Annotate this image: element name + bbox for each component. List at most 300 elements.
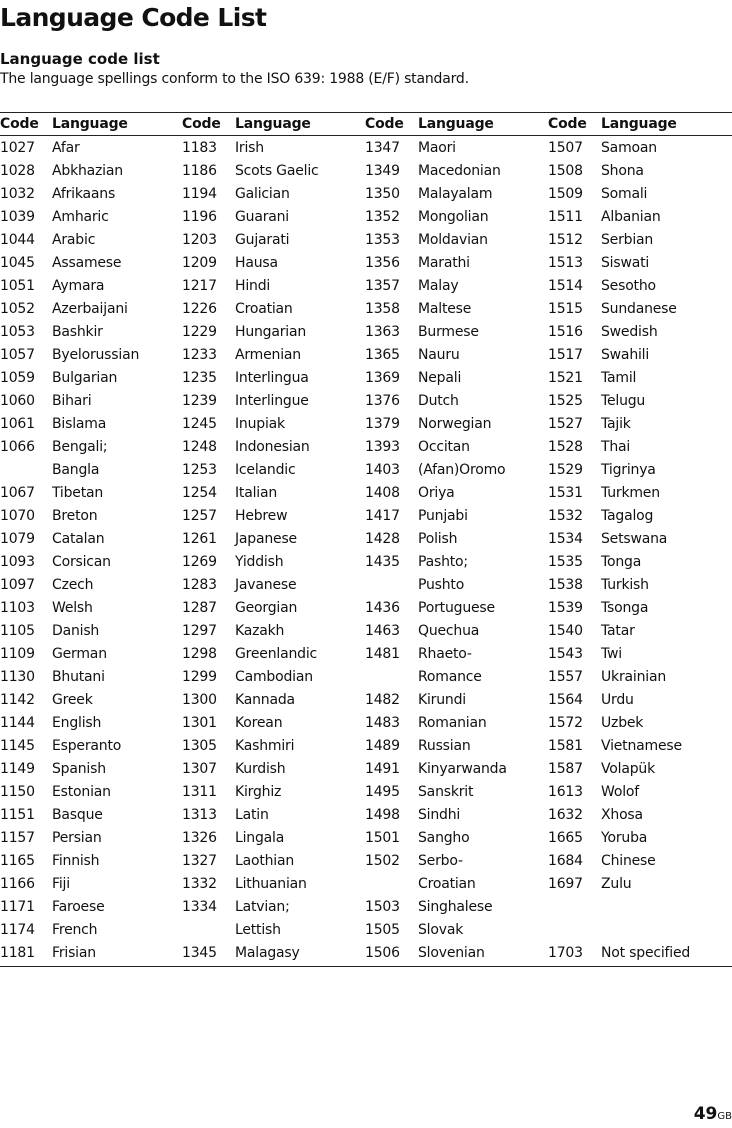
language-cell: Urdu — [601, 691, 634, 708]
code-cell: 1376 — [365, 392, 400, 409]
language-cell: English — [52, 714, 102, 731]
code-cell: 1665 — [548, 829, 583, 846]
table-row — [0, 849, 732, 872]
table-row — [0, 228, 732, 251]
language-cell: Lettish — [235, 921, 281, 938]
language-cell: Tatar — [601, 622, 635, 639]
code-cell: 1283 — [182, 576, 217, 593]
code-cell: 1183 — [182, 139, 217, 156]
language-cell: Singhalese — [418, 898, 493, 915]
table-row — [0, 734, 732, 757]
code-cell: 1299 — [182, 668, 217, 685]
language-cell: Uzbek — [601, 714, 644, 731]
language-cell: Setswana — [601, 530, 668, 547]
code-cell: 1513 — [548, 254, 583, 271]
language-cell: French — [52, 921, 98, 938]
table-row — [0, 780, 732, 803]
page-number-suffix: GB — [717, 1111, 732, 1122]
table-row — [0, 251, 732, 274]
code-cell: 1298 — [182, 645, 217, 662]
code-cell: 1483 — [365, 714, 400, 731]
code-cell: 1097 — [0, 576, 35, 593]
code-cell: 1053 — [0, 323, 35, 340]
code-cell: 1491 — [365, 760, 400, 777]
language-cell: Nauru — [418, 346, 460, 363]
language-cell: Greenlandic — [235, 645, 318, 662]
code-cell: 1226 — [182, 300, 217, 317]
language-cell: Siswati — [601, 254, 650, 271]
code-cell: 1257 — [182, 507, 217, 524]
language-cell: Albanian — [601, 208, 661, 225]
code-cell: 1203 — [182, 231, 217, 248]
language-cell: Interlingua — [235, 369, 309, 386]
language-cell: Marathi — [418, 254, 470, 271]
code-cell: 1534 — [548, 530, 583, 547]
language-cell: (Afan)Oromo — [418, 461, 506, 478]
column-header-language: Language — [418, 116, 494, 132]
language-cell: Bhutani — [52, 668, 105, 685]
table-row — [0, 895, 732, 918]
language-cell: Tagalog — [601, 507, 654, 524]
code-cell: 1572 — [548, 714, 583, 731]
code-cell: 1538 — [548, 576, 583, 593]
language-cell: Estonian — [52, 783, 111, 800]
code-cell: 1435 — [365, 553, 400, 570]
code-cell: 1489 — [365, 737, 400, 754]
table-row — [0, 642, 732, 665]
language-cell: Tamil — [601, 369, 637, 386]
code-cell: 1463 — [365, 622, 400, 639]
language-cell: Mongolian — [418, 208, 489, 225]
language-cell: Sanskrit — [418, 783, 474, 800]
code-cell: 1527 — [548, 415, 583, 432]
code-cell: 1060 — [0, 392, 35, 409]
code-cell: 1356 — [365, 254, 400, 271]
language-cell: Fiji — [52, 875, 70, 892]
code-cell: 1145 — [0, 737, 35, 754]
code-cell: 1045 — [0, 254, 35, 271]
language-cell: Bangla — [52, 461, 100, 478]
language-cell: Tajik — [601, 415, 631, 432]
table-row — [0, 136, 732, 159]
code-cell: 1217 — [182, 277, 217, 294]
code-cell: 1327 — [182, 852, 217, 869]
language-cell: Scots Gaelic — [235, 162, 319, 179]
language-cell: Hebrew — [235, 507, 288, 524]
language-cell: Azerbaijani — [52, 300, 128, 317]
language-cell: Malay — [418, 277, 459, 294]
language-cell: Interlingue — [235, 392, 309, 409]
code-cell: 1528 — [548, 438, 583, 455]
language-cell: Pashto; — [418, 553, 468, 570]
language-cell: Pushto — [418, 576, 465, 593]
language-code-table — [0, 112, 732, 967]
column-header-language: Language — [235, 116, 311, 132]
code-cell: 1142 — [0, 691, 35, 708]
table-row — [0, 205, 732, 228]
language-cell: Swedish — [601, 323, 658, 340]
language-cell: Danish — [52, 622, 100, 639]
language-cell: Armenian — [235, 346, 301, 363]
language-cell: Italian — [235, 484, 278, 501]
code-cell: 1334 — [182, 898, 217, 915]
language-cell: Cambodian — [235, 668, 313, 685]
language-cell: Turkish — [601, 576, 649, 593]
language-cell: Bulgarian — [52, 369, 118, 386]
code-cell: 1521 — [548, 369, 583, 386]
code-cell: 1516 — [548, 323, 583, 340]
code-cell: 1349 — [365, 162, 400, 179]
code-cell: 1529 — [548, 461, 583, 478]
language-cell: Rhaeto- — [418, 645, 472, 662]
language-cell: Sesotho — [601, 277, 656, 294]
language-cell: Polish — [418, 530, 458, 547]
language-cell: Czech — [52, 576, 94, 593]
code-cell: 1057 — [0, 346, 35, 363]
table-row — [0, 872, 732, 895]
code-cell: 1150 — [0, 783, 35, 800]
language-cell: German — [52, 645, 107, 662]
code-cell: 1061 — [0, 415, 35, 432]
code-cell: 1079 — [0, 530, 35, 547]
code-cell: 1357 — [365, 277, 400, 294]
language-cell: Latin — [235, 806, 269, 823]
language-cell: Bihari — [52, 392, 92, 409]
table-body — [0, 136, 732, 964]
code-cell: 1066 — [0, 438, 35, 455]
table-row — [0, 711, 732, 734]
code-cell: 1369 — [365, 369, 400, 386]
code-cell: 1105 — [0, 622, 35, 639]
code-cell: 1511 — [548, 208, 583, 225]
code-cell: 1051 — [0, 277, 35, 294]
code-cell: 1287 — [182, 599, 217, 616]
table-row — [0, 619, 732, 642]
language-cell: Burmese — [418, 323, 479, 340]
language-cell: Corsican — [52, 553, 111, 570]
language-cell: Samoan — [601, 139, 657, 156]
language-cell: Kinyarwanda — [418, 760, 507, 777]
table-row — [0, 550, 732, 573]
code-cell: 1254 — [182, 484, 217, 501]
table-row — [0, 320, 732, 343]
language-cell: Bashkir — [52, 323, 103, 340]
code-cell: 1174 — [0, 921, 35, 938]
language-cell: Maltese — [418, 300, 472, 317]
page-number-value: 49 — [693, 1104, 718, 1124]
code-cell: 1028 — [0, 162, 35, 179]
code-cell: 1564 — [548, 691, 583, 708]
code-cell: 1506 — [365, 944, 400, 961]
language-cell: Tonga — [601, 553, 642, 570]
code-cell: 1543 — [548, 645, 583, 662]
language-cell: Lingala — [235, 829, 285, 846]
language-cell: Kazakh — [235, 622, 285, 639]
language-cell: Assamese — [52, 254, 122, 271]
language-cell: Javanese — [235, 576, 297, 593]
language-cell: Quechua — [418, 622, 480, 639]
code-cell: 1093 — [0, 553, 35, 570]
code-cell: 1517 — [548, 346, 583, 363]
code-cell: 1245 — [182, 415, 217, 432]
code-cell: 1307 — [182, 760, 217, 777]
table-row — [0, 343, 732, 366]
language-cell: Swahili — [601, 346, 650, 363]
code-cell: 1151 — [0, 806, 35, 823]
table-row — [0, 412, 732, 435]
code-cell: 1311 — [182, 783, 217, 800]
page-number — [694, 1103, 732, 1128]
language-cell: Norwegian — [418, 415, 492, 432]
language-cell: Afar — [52, 139, 80, 156]
code-cell: 1313 — [182, 806, 217, 823]
table-row — [0, 757, 732, 780]
code-cell: 1032 — [0, 185, 35, 202]
column-header-code: Code — [0, 116, 39, 132]
language-cell: Romanian — [418, 714, 487, 731]
code-cell: 1353 — [365, 231, 400, 248]
code-cell: 1332 — [182, 875, 217, 892]
language-cell: Greek — [52, 691, 93, 708]
code-cell: 1505 — [365, 921, 400, 938]
code-cell: 1181 — [0, 944, 35, 961]
code-cell: 1379 — [365, 415, 400, 432]
language-cell: Bislama — [52, 415, 107, 432]
language-cell: Wolof — [601, 783, 639, 800]
column-header-code: Code — [365, 116, 404, 132]
code-cell: 1581 — [548, 737, 583, 754]
code-cell: 1408 — [365, 484, 400, 501]
language-cell: Dutch — [418, 392, 459, 409]
language-cell: Slovenian — [418, 944, 485, 961]
language-cell: Serbian — [601, 231, 654, 248]
language-cell: Russian — [418, 737, 471, 754]
language-cell: Hungarian — [235, 323, 307, 340]
language-cell: Faroese — [52, 898, 105, 915]
code-cell: 1515 — [548, 300, 583, 317]
language-cell: Shona — [601, 162, 644, 179]
code-cell: 1482 — [365, 691, 400, 708]
code-cell: 1239 — [182, 392, 217, 409]
language-cell: Bengali; — [52, 438, 108, 455]
code-cell: 1109 — [0, 645, 35, 662]
code-cell: 1525 — [548, 392, 583, 409]
table-row — [0, 481, 732, 504]
language-cell: Basque — [52, 806, 103, 823]
table-row — [0, 389, 732, 412]
code-cell: 1481 — [365, 645, 400, 662]
code-cell: 1229 — [182, 323, 217, 340]
code-cell: 1393 — [365, 438, 400, 455]
table-row — [0, 297, 732, 320]
table-row — [0, 504, 732, 527]
language-cell: Aymara — [52, 277, 105, 294]
language-cell: Vietnamese — [601, 737, 682, 754]
language-cell: Kannada — [235, 691, 295, 708]
code-cell: 1235 — [182, 369, 217, 386]
language-cell: Sindhi — [418, 806, 461, 823]
code-cell: 1697 — [548, 875, 583, 892]
code-cell: 1027 — [0, 139, 35, 156]
table-row — [0, 941, 732, 964]
table-row — [0, 918, 732, 941]
code-cell: 1233 — [182, 346, 217, 363]
table-row — [0, 366, 732, 389]
code-cell: 1171 — [0, 898, 35, 915]
language-cell: Indonesian — [235, 438, 310, 455]
language-cell: Spanish — [52, 760, 106, 777]
language-cell: Kashmiri — [235, 737, 295, 754]
code-cell: 1253 — [182, 461, 217, 478]
code-cell: 1501 — [365, 829, 400, 846]
section-subtitle: Language code list — [0, 50, 160, 68]
language-cell: Inupiak — [235, 415, 285, 432]
code-cell: 1632 — [548, 806, 583, 823]
language-cell: Ukrainian — [601, 668, 666, 685]
code-cell: 1514 — [548, 277, 583, 294]
language-cell: Tibetan — [52, 484, 104, 501]
standard-description: The language spellings conform to the ISO 639: 1988 (E/F) standard. — [0, 71, 469, 87]
language-cell: Abkhazian — [52, 162, 123, 179]
code-cell: 1059 — [0, 369, 35, 386]
code-cell: 1613 — [548, 783, 583, 800]
code-cell: 1535 — [548, 553, 583, 570]
code-cell: 1502 — [365, 852, 400, 869]
code-cell: 1403 — [365, 461, 400, 478]
table-row — [0, 458, 732, 481]
language-cell: Portuguese — [418, 599, 495, 616]
language-cell: Georgian — [235, 599, 298, 616]
code-cell: 1345 — [182, 944, 217, 961]
code-cell: 1130 — [0, 668, 35, 685]
language-cell: Esperanto — [52, 737, 122, 754]
code-cell: 1052 — [0, 300, 35, 317]
language-cell: Latvian; — [235, 898, 290, 915]
language-cell: Yiddish — [235, 553, 284, 570]
language-cell: Laothian — [235, 852, 295, 869]
language-cell: Gujarati — [235, 231, 290, 248]
code-cell: 1512 — [548, 231, 583, 248]
table-row — [0, 826, 732, 849]
language-cell: Sangho — [418, 829, 470, 846]
language-cell: Hausa — [235, 254, 278, 271]
code-cell: 1363 — [365, 323, 400, 340]
code-cell: 1507 — [548, 139, 583, 156]
language-cell: Afrikaans — [52, 185, 116, 202]
language-cell: Hindi — [235, 277, 271, 294]
column-header-language: Language — [52, 116, 128, 132]
table-row — [0, 435, 732, 458]
language-cell: Twi — [601, 645, 622, 662]
table-row — [0, 665, 732, 688]
language-cell: Kurdish — [235, 760, 286, 777]
code-cell: 1248 — [182, 438, 217, 455]
code-cell: 1297 — [182, 622, 217, 639]
code-cell: 1509 — [548, 185, 583, 202]
language-cell: Tigrinya — [601, 461, 656, 478]
table-row — [0, 527, 732, 550]
code-cell: 1209 — [182, 254, 217, 271]
language-cell: Croatian — [235, 300, 293, 317]
language-cell: Tsonga — [601, 599, 649, 616]
language-cell: Galician — [235, 185, 290, 202]
language-cell: Japanese — [235, 530, 297, 547]
language-cell: Breton — [52, 507, 98, 524]
code-cell: 1587 — [548, 760, 583, 777]
code-cell: 1039 — [0, 208, 35, 225]
code-cell: 1539 — [548, 599, 583, 616]
language-cell: Punjabi — [418, 507, 468, 524]
code-cell: 1165 — [0, 852, 35, 869]
language-cell: Zulu — [601, 875, 632, 892]
code-cell: 1144 — [0, 714, 35, 731]
code-cell: 1417 — [365, 507, 400, 524]
code-cell: 1305 — [182, 737, 217, 754]
language-cell: Lithuanian — [235, 875, 307, 892]
language-cell: Moldavian — [418, 231, 488, 248]
code-cell: 1157 — [0, 829, 35, 846]
language-cell: Icelandic — [235, 461, 296, 478]
table-row — [0, 803, 732, 826]
code-cell: 1149 — [0, 760, 35, 777]
language-cell: Occitan — [418, 438, 470, 455]
code-cell: 1269 — [182, 553, 217, 570]
column-header-code: Code — [548, 116, 587, 132]
code-cell: 1347 — [365, 139, 400, 156]
code-cell: 1261 — [182, 530, 217, 547]
language-cell: Oriya — [418, 484, 455, 501]
language-cell: Xhosa — [601, 806, 643, 823]
table-row — [0, 182, 732, 205]
language-cell: Guarani — [235, 208, 289, 225]
code-cell: 1503 — [365, 898, 400, 915]
column-header-code: Code — [182, 116, 221, 132]
language-cell: Finnish — [52, 852, 100, 869]
table-row — [0, 159, 732, 182]
table-row — [0, 596, 732, 619]
language-cell: Irish — [235, 139, 264, 156]
language-cell: Croatian — [418, 875, 476, 892]
language-cell: Turkmen — [601, 484, 660, 501]
language-cell: Volapük — [601, 760, 655, 777]
code-cell: 1186 — [182, 162, 217, 179]
language-cell: Catalan — [52, 530, 105, 547]
code-cell: 1350 — [365, 185, 400, 202]
code-cell: 1498 — [365, 806, 400, 823]
language-cell: Macedonian — [418, 162, 501, 179]
code-cell: 1103 — [0, 599, 35, 616]
language-cell: Arabic — [52, 231, 96, 248]
code-cell: 1166 — [0, 875, 35, 892]
table-row — [0, 573, 732, 596]
code-cell: 1044 — [0, 231, 35, 248]
code-cell: 1428 — [365, 530, 400, 547]
language-cell: Telugu — [601, 392, 646, 409]
language-cell: Kirundi — [418, 691, 466, 708]
code-cell: 1365 — [365, 346, 400, 363]
language-cell: Thai — [601, 438, 631, 455]
code-cell: 1352 — [365, 208, 400, 225]
language-cell: Nepali — [418, 369, 462, 386]
language-cell: Kirghiz — [235, 783, 282, 800]
code-cell: 1358 — [365, 300, 400, 317]
code-cell: 1194 — [182, 185, 217, 202]
code-cell: 1532 — [548, 507, 583, 524]
code-cell: 1495 — [365, 783, 400, 800]
column-header-language: Language — [601, 116, 677, 132]
code-cell: 1196 — [182, 208, 217, 225]
language-cell: Korean — [235, 714, 283, 731]
